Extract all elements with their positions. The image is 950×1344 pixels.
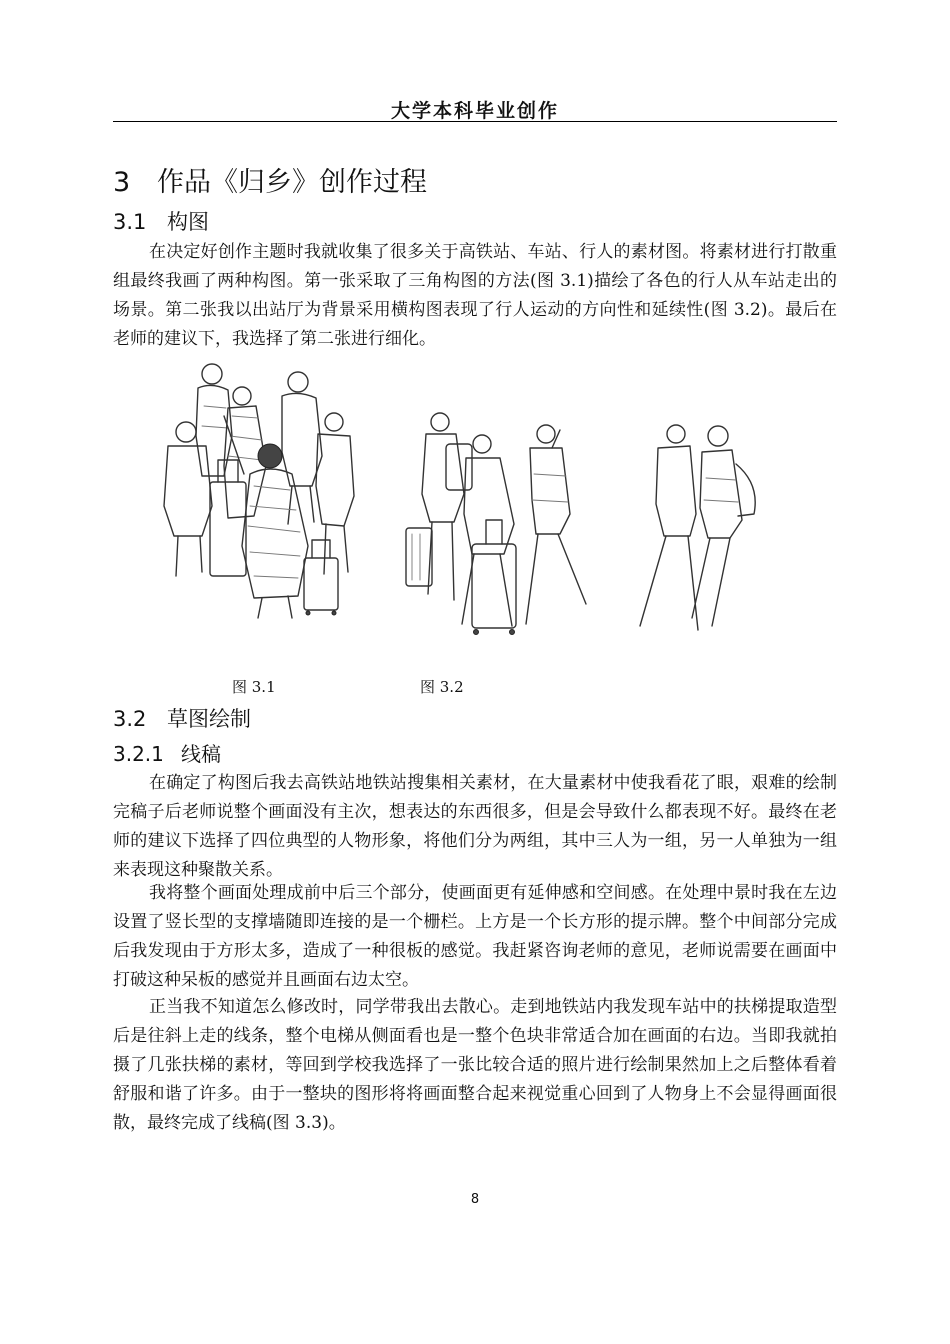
header-rule [113, 121, 837, 122]
paragraph-line-draft-2: 我将整个画面处理成前中后三个部分，使画面更有延伸感和空间感。在处理中景时我在左边设置了竖长型的支撑墙随即连接的是一个栅栏。上方是一个长方形的提示牌。整个中间部分完成后我发现由于方形太多，造成了一种很板的感觉。我赶紧咨询老师的意见，老师说需要在画面中打破这种呆板的感觉并且画面右边太空。 [113, 883, 837, 990]
figure-3-1-sketch [158, 356, 358, 624]
chapter-number: 3 [113, 167, 131, 198]
section-number: 3.2 [113, 707, 147, 731]
page-number: 8 [470, 1192, 480, 1207]
section-heading-3-1 [113, 206, 209, 236]
paragraph-line-draft-1: 在确定了构图后我去高铁站地铁站搜集相关素材，在大量素材中使我看花了眼，艰难的绘制完稿子后老师说整个画面没有主次，想表达的东西很多，但是会导致什么都表现不好。最终在老师的建议下选择了四位典型的人物形象，将他们分为两组，其中三人为一组，另一人单独为一组来表现这种聚散关系。 [113, 773, 837, 880]
figure-3-2-sketch [402, 404, 776, 642]
section-heading-3-2 [113, 703, 251, 733]
page-header-title: 大学本科毕业创作 [390, 100, 559, 122]
subsection-heading-3-2-1 [113, 738, 221, 767]
subsection-title: 线稿 [181, 742, 221, 766]
section-title: 构图 [167, 210, 209, 234]
subsection-number: 3.2.1 [113, 742, 164, 766]
figure-3-1-caption: 图 3.1 [232, 678, 276, 696]
section-title: 草图绘制 [167, 707, 251, 731]
paragraph-line-draft-3: 正当我不知道怎么修改时，同学带我出去散心。走到地铁站内我发现车站中的扶梯提取造型后是往斜上走的线条，整个电梯从侧面看也是一整个色块非常适合加在画面的右边。当即我就拍摄了几张扶梯的素材，等回到学校我选择了一张比较合适的照片进行绘制果然加上之后整体看着舒服和谐了许多。由于一整块的图形将将画面整合起来视觉重心回到了人物身上不会显得画面很散，最终完成了线稿(图 3.3)。 [113, 997, 837, 1133]
paragraph-composition: 在决定好创作主题时我就收集了很多关于高铁站、车站、行人的素材图。将素材进行打散重组最终我画了两种构图。第一张采取了三角构图的方法(图 3.1)描绘了各色的行人从车站走出的场景。第二张我以出站厅为背景采用横构图表现了行人运动的方向性和延续性(图 3.2)。最后在老师的建议下，我选择了第二张进行细化。 [113, 242, 837, 349]
figure-3-2-caption: 图 3.2 [420, 678, 464, 696]
section-number: 3.1 [113, 210, 147, 234]
chapter-heading [113, 160, 427, 199]
chapter-title: 作品《归乡》创作过程 [157, 167, 427, 198]
